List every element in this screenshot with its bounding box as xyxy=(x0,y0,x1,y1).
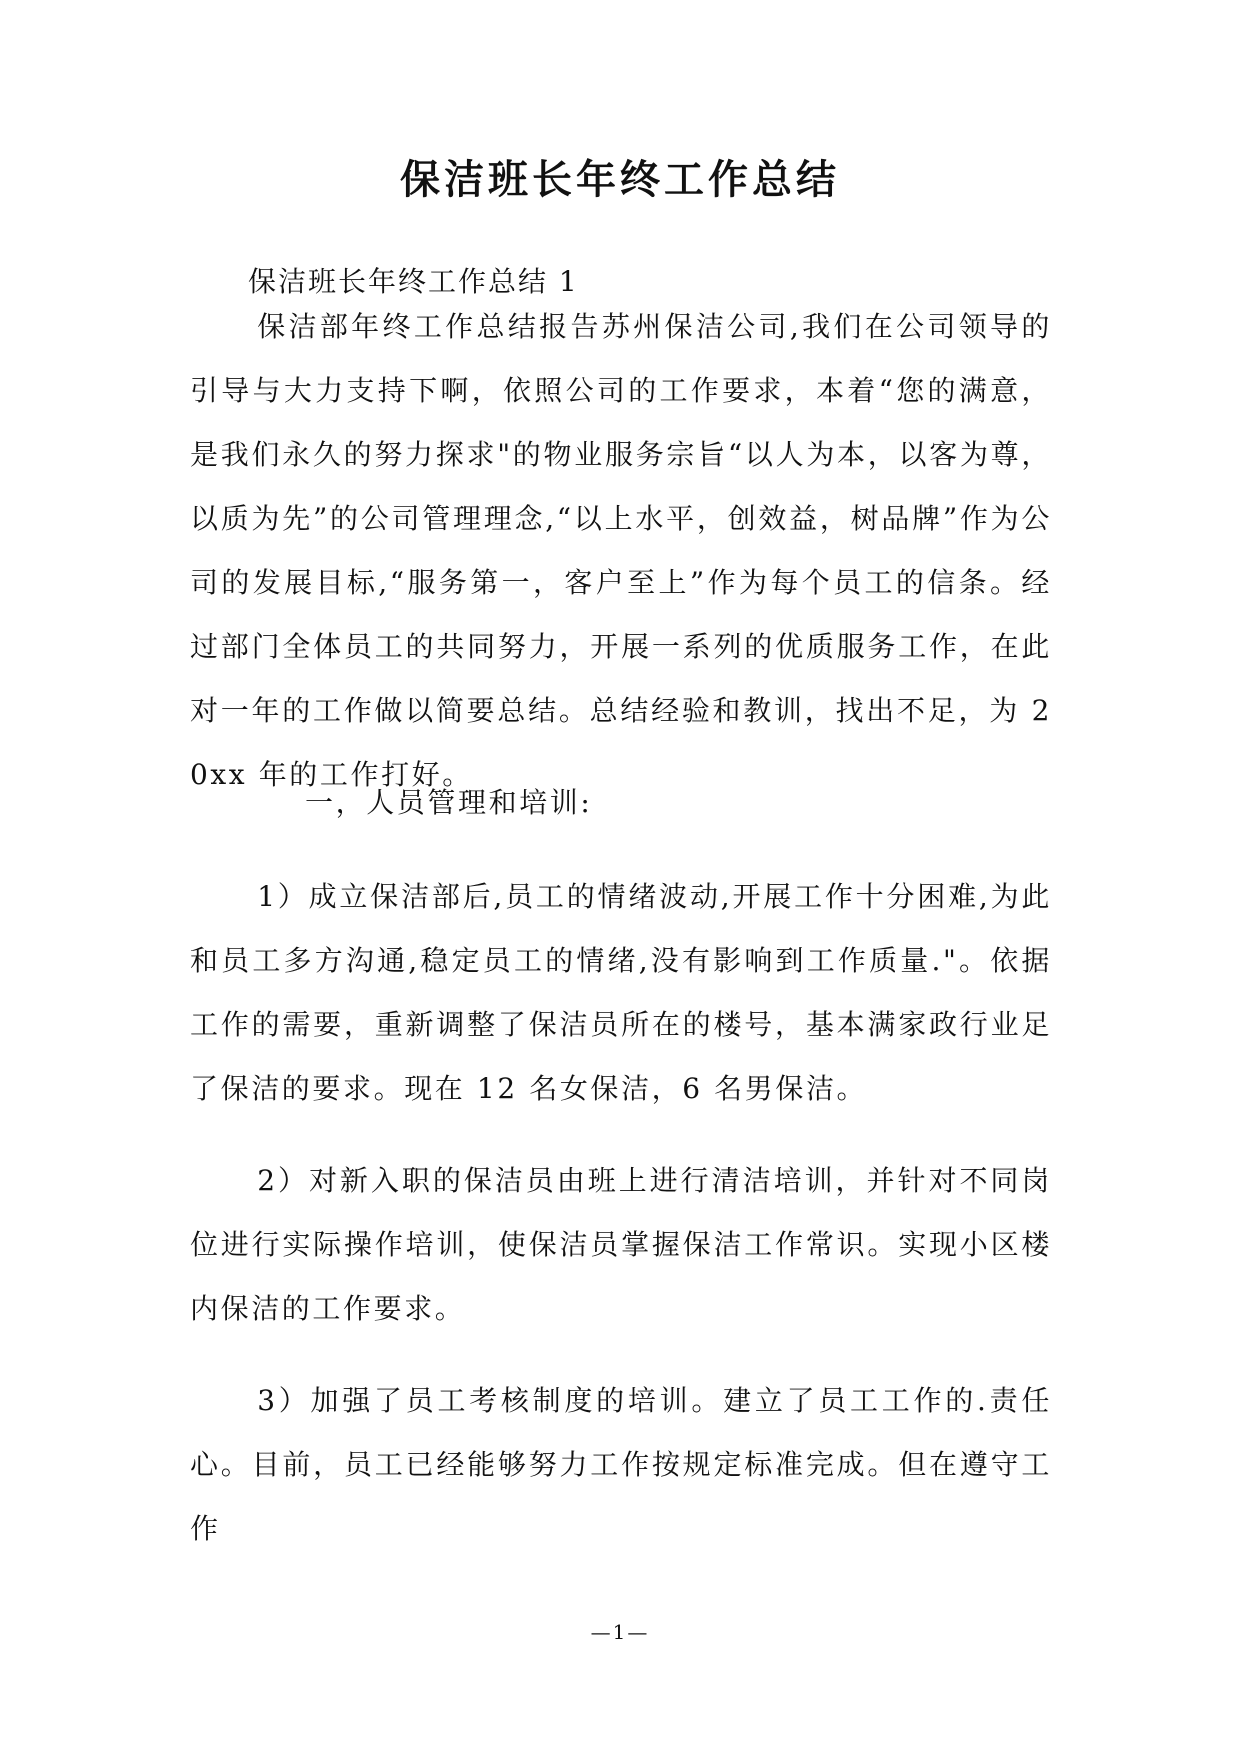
page-number: —1— xyxy=(590,1620,650,1644)
paragraph-intro: 保洁部年终工作总结报告苏州保洁公司,我们在公司领导的引导与大力支持下啊，依照公司的工作要求，本着“您的满意，是我们永久的努力探求"的物业服务宗旨“以人为本，以客为尊，以质为先”的公司管理理念,“以上水平，创效益，树品牌”作为公司的发展目标,“服务第一，客户至上”作为每个员工的信条。经过部门全体员工的共同努力，开展一系列的优质服务工作，在此对一年的工作做以简要总结。总结经验和教训，找出不足，为 20xx 年的工作打好。 xyxy=(190,310,1052,791)
document-subtitle: 保洁班长年终工作总结 1 xyxy=(248,265,579,298)
paragraph-item-3: 3）加强了员工考核制度的培训。建立了员工工作的.责任心。目前，员工已经能够努力工作按规定标准完成。但在遵守工作 xyxy=(190,1384,1052,1545)
paragraph-item-1: 1）成立保洁部后,员工的情绪波动,开展工作十分困难,为此和员工多方沟通,稳定员工的情绪,没有影响到工作质量."。依据工作的需要，重新调整了保洁员所在的楼号，基本满家政行业足了保洁的要求。现在 12 名女保洁，6 名男保洁。 xyxy=(190,880,1052,1105)
paragraph-item-2: 2）对新入职的保洁员由班上进行清洁培训，并针对不同岗位进行实际操作培训，使保洁员掌握保洁工作常识。实现小区楼内保洁的工作要求。 xyxy=(190,1164,1052,1325)
section-heading: 一，人员管理和培训: xyxy=(305,786,593,819)
document-title: 保洁班长年终工作总结 xyxy=(400,156,840,203)
